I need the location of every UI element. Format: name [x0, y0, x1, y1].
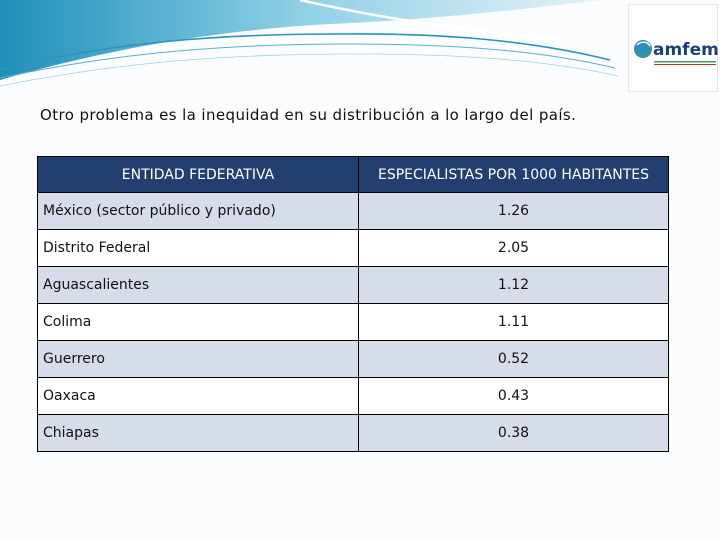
amfem-logo-mark — [629, 5, 719, 93]
entity-cell: México (sector público y privado) — [38, 193, 359, 230]
table-row — [38, 230, 669, 267]
entity-cell: Colima — [38, 304, 359, 341]
value-cell: 1.11 — [359, 304, 669, 341]
amfem-logo — [628, 4, 718, 92]
header-wave-decoration — [0, 0, 720, 95]
value-cell: 0.43 — [359, 378, 669, 415]
value-cell: 0.38 — [359, 415, 669, 452]
header-entity: ENTIDAD FEDERATIVA — [38, 157, 359, 193]
table-row — [38, 193, 669, 230]
value-cell: 0.52 — [359, 341, 669, 378]
table-row — [38, 267, 669, 304]
value-cell: 1.12 — [359, 267, 669, 304]
logo-wordmark: amfem — [653, 40, 719, 60]
table-row — [38, 415, 669, 452]
table-row — [38, 378, 669, 415]
value-cell: 2.05 — [359, 230, 669, 267]
entity-cell: Chiapas — [38, 415, 359, 452]
value-cell: 1.26 — [359, 193, 669, 230]
table-row — [38, 341, 669, 378]
entity-cell: Guerrero — [38, 341, 359, 378]
entity-cell: Distrito Federal — [38, 230, 359, 267]
table-header-row — [38, 157, 669, 193]
specialists-table — [37, 156, 669, 452]
intro-text: Otro problema es la inequidad en su distribución a lo largo del país. — [40, 106, 577, 124]
entity-cell: Aguascalientes — [38, 267, 359, 304]
table-row — [38, 304, 669, 341]
header-specialists: ESPECIALISTAS POR 1000 HABITANTES — [359, 157, 669, 193]
entity-cell: Oaxaca — [38, 378, 359, 415]
